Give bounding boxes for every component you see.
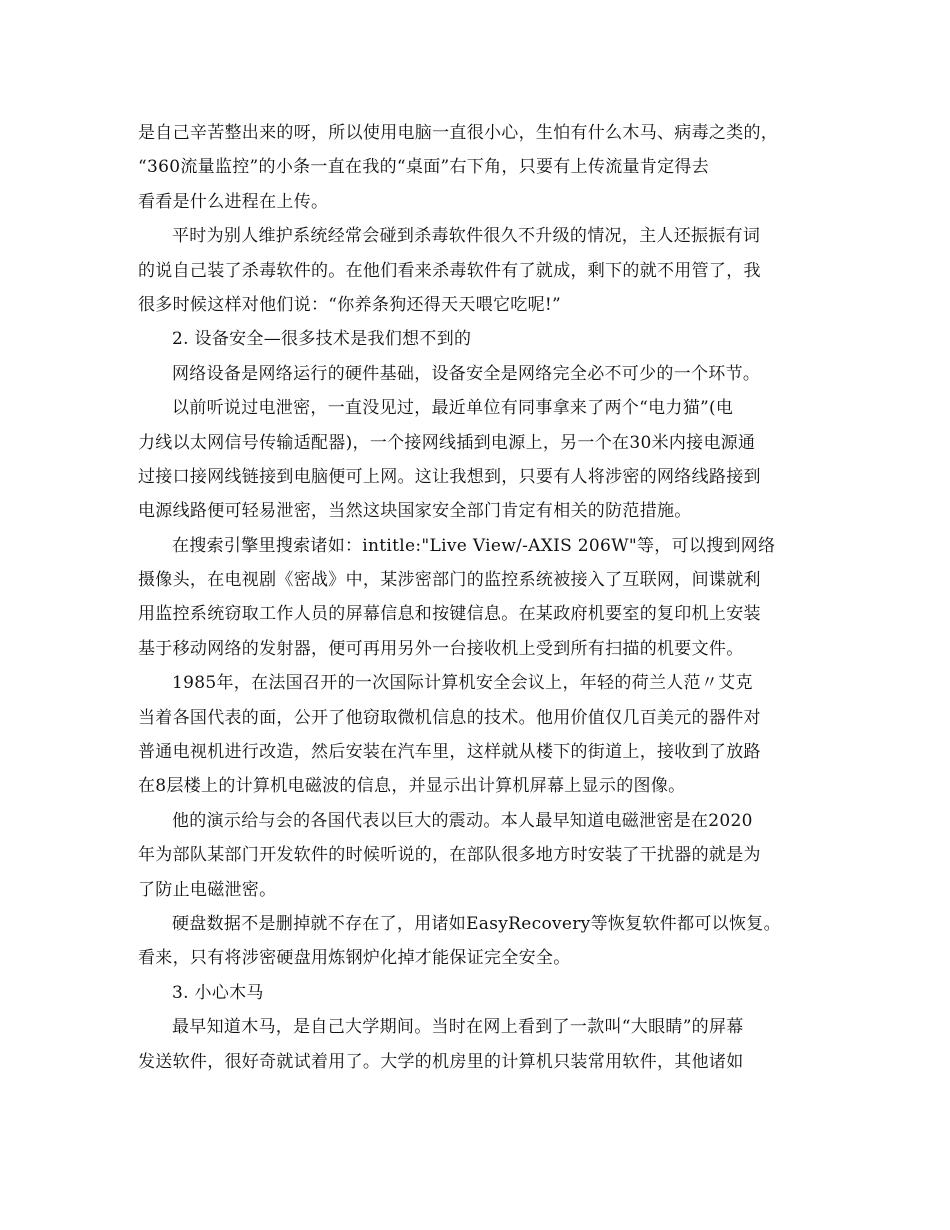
text-line: 年为部队某部门开发软件的时候听说的，在部队很多地方时安装了干扰器的就是为 (138, 845, 761, 866)
text-line: 过接口接网线链接到电脑便可上网。这让我想到，只要有人将涉密的网络线路接到 (138, 466, 761, 487)
text-line: 网络设备是网络运行的硬件基础，设备安全是网络完全必不可少的一个环节。 (172, 363, 761, 384)
text-line: 平时为别人维护系统经常会碰到杀毒软件很久不升级的情况，主人还振振有词 (172, 226, 761, 247)
text-line: 硬盘数据不是删掉就不存在了，用诸如EasyRecovery等恢复软件都可以恢复。 (172, 913, 781, 934)
text-line: 看看是什么进程在上传。 (138, 191, 329, 212)
text-line: 电源线路便可轻易泄密，当然这块国家安全部门肯定有相关的防范措施。 (138, 501, 692, 522)
text-line: 用监控系统窃取工作人员的屏幕信息和按键信息。在某政府机要室的复印机上安装 (138, 604, 761, 625)
text-line: “360流量监控”的小条一直在我的“桌面”右下角，只要有上传流量肯定得去 (138, 157, 710, 178)
text-line: 是自己辛苦整出来的呀，所以使用电脑一直很小心，生怕有什么木马、病毒之类的， (138, 123, 779, 143)
text-line: 的说自己装了杀毒软件的。在他们看来杀毒软件有了就成，剩下的就不用管了，我 (138, 260, 761, 281)
text-line: 力线以太网信号传输适配器)，一个接网线插到电源上，另一个在30米内接电源通 (138, 432, 756, 453)
text-line: 发送软件，很好奇就试着用了。大学的机房里的计算机只装常用软件，其他诸如 (138, 1051, 744, 1072)
text-line: 2. 设备安全—很多技术是我们想不到的 (172, 329, 472, 350)
document-body (138, 116, 828, 1079)
text-line: 在8层楼上的计算机电磁波的信息，并显示出计算机屏幕上显示的图像。 (138, 776, 686, 797)
text-line: 看来，只有将涉密硬盘用炼钢炉化掉才能保证完全安全。 (138, 948, 571, 969)
text-line: 最早知道木马，是自己大学期间。当时在网上看到了一款叫“大眼睛”的屏幕 (172, 1017, 744, 1038)
text-line: 他的演示给与会的各国代表以巨大的震动。本人最早知道电磁泄密是在2020 (172, 810, 753, 831)
text-line: 在搜索引擎里搜索诸如：intitle:"Live View/-AXIS 206W"等，可以搜到网络 (172, 535, 776, 556)
text-line: 1985年，在法国召开的一次国际计算机安全会议上，年轻的荷兰人范〃艾克 (172, 673, 753, 694)
text-line: 基于移动网络的发射器，便可再用另外一台接收机上受到所有扫描的机要文件。 (138, 638, 744, 659)
text-line: 很多时候这样对他们说：“你养条狗还得天天喂它吃呢!” (138, 294, 562, 315)
text-line: 摄像头，在电视剧《密战》中，某涉密部门的监控系统被接入了互联网，间谍就利 (138, 570, 761, 591)
text-line: 普通电视机进行改造，然后安装在汽车里，这样就从楼下的街道上，接收到了放路 (138, 742, 761, 763)
text-line: 当着各国代表的面，公开了他窃取微机信息的技术。他用价值仅几百美元的器件对 (138, 707, 761, 728)
text-line: 了防止电磁泄密。 (138, 879, 277, 900)
text-line: 3. 小心木马 (172, 982, 264, 1003)
text-line: 以前听说过电泄密，一直没见过，最近单位有同事拿来了两个“电力猫”(电 (172, 398, 734, 419)
